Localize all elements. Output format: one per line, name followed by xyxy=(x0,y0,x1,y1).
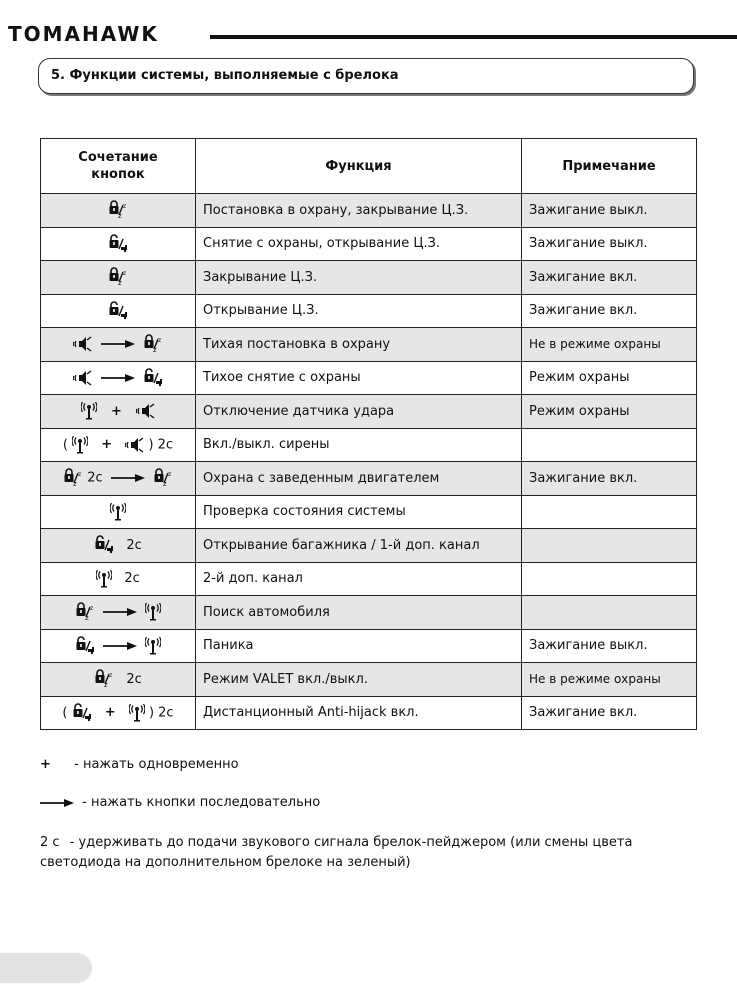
lock-icon xyxy=(94,668,114,690)
table-row xyxy=(41,361,697,395)
legend-hold xyxy=(40,833,700,873)
legend-arrow-text: - нажать кнопки последовательно xyxy=(82,795,321,810)
button-combo xyxy=(41,294,196,328)
table-row xyxy=(41,562,697,596)
legend-plus-text: - нажать одновременно xyxy=(74,757,239,772)
note-cell xyxy=(522,428,697,462)
note-cell: Режим охраны xyxy=(522,395,697,429)
button-combo xyxy=(41,395,196,429)
unlock-icon xyxy=(108,234,128,254)
antenna-icon xyxy=(96,570,112,588)
arrow-right-icon xyxy=(101,339,135,349)
mute-icon xyxy=(73,369,92,387)
antenna-icon xyxy=(81,402,97,420)
lock-icon xyxy=(153,467,173,489)
function-cell: 2-й доп. канал xyxy=(196,562,522,596)
antenna-icon xyxy=(145,603,161,621)
column-header-combo: Сочетание кнопок xyxy=(41,139,196,194)
function-cell: Тихая постановка в охрану xyxy=(196,328,522,362)
table-row xyxy=(41,529,697,563)
function-cell: Режим VALET вкл./выкл. xyxy=(196,663,522,697)
legend-hold-symbol: 2 с xyxy=(40,835,60,850)
table-row xyxy=(41,261,697,295)
note-cell: Зажигание вкл. xyxy=(522,696,697,730)
function-cell: Паника xyxy=(196,629,522,663)
function-cell: Тихое снятие с охраны xyxy=(196,361,522,395)
note-cell: Не в режиме охраны xyxy=(522,663,697,697)
arrow-right-icon xyxy=(103,641,137,651)
unlock-icon xyxy=(108,301,128,321)
unlock-icon xyxy=(143,368,163,388)
legend-plus xyxy=(40,757,239,772)
function-cell: Открывание багажника / 1-й доп. канал xyxy=(196,529,522,563)
button-combo xyxy=(41,562,196,596)
column-header-note: Примечание xyxy=(522,139,697,194)
table-row xyxy=(41,428,697,462)
unlock-icon xyxy=(75,636,95,656)
button-combo xyxy=(41,696,196,730)
note-cell: Зажигание выкл. xyxy=(522,194,697,228)
section-title: 5. Функции системы, выполняемые с брелока xyxy=(51,68,399,83)
legend-hold-text: - удерживать до подачи звукового сигнала брелок-пейджером (или смены цвета светодиода на дополнительном брелоке на зеленый) xyxy=(40,835,633,870)
function-cell: Вкл./выкл. сирены xyxy=(196,428,522,462)
mute-icon xyxy=(73,335,92,353)
button-combo xyxy=(41,629,196,663)
table-row xyxy=(41,294,697,328)
section-title-box xyxy=(38,58,694,94)
plus-sign: + xyxy=(111,403,122,419)
button-combo xyxy=(41,261,196,295)
table-row xyxy=(41,194,697,228)
table-row xyxy=(41,596,697,630)
button-combo xyxy=(41,361,196,395)
button-combo xyxy=(41,227,196,261)
header-rule xyxy=(210,35,737,39)
column-header-function: Функция xyxy=(196,139,522,194)
note-cell: Зажигание вкл. xyxy=(522,294,697,328)
unlock-icon xyxy=(72,703,92,723)
lock-icon xyxy=(108,266,128,288)
table-row xyxy=(41,696,697,730)
paren-open: ( xyxy=(62,437,68,453)
note-cell xyxy=(522,529,697,563)
function-cell: Снятие с охраны, открывание Ц.З. xyxy=(196,227,522,261)
table-row xyxy=(41,495,697,529)
function-cell: Дистанционный Anti-hijack вкл. xyxy=(196,696,522,730)
button-combo xyxy=(41,428,196,462)
note-cell: Режим охраны xyxy=(522,361,697,395)
mute-icon xyxy=(136,402,155,420)
lock-icon xyxy=(143,333,163,355)
legend-plus-symbol: + xyxy=(40,757,51,772)
function-cell: Закрывание Ц.З. xyxy=(196,261,522,295)
hold-2s-label: ) 2с xyxy=(148,437,174,453)
hold-2s-label: ) 2с xyxy=(148,705,174,721)
button-combo xyxy=(41,495,196,529)
function-cell: Охрана с заведенным двигателем xyxy=(196,462,522,496)
table-header xyxy=(41,139,697,194)
plus-sign: + xyxy=(104,705,116,721)
antenna-icon xyxy=(129,704,145,722)
hold-2s-label: 2с xyxy=(87,470,103,486)
button-combo xyxy=(41,663,196,697)
plus-sign: + xyxy=(101,437,113,453)
note-cell xyxy=(522,596,697,630)
table-row xyxy=(41,462,697,496)
hold-2s-label: 2с xyxy=(124,571,140,587)
function-cell: Открывание Ц.З. xyxy=(196,294,522,328)
note-cell: Зажигание вкл. xyxy=(522,261,697,295)
brand-logo: TOMAHAWK xyxy=(8,22,159,46)
functions-table xyxy=(40,138,697,730)
note-cell xyxy=(522,562,697,596)
function-cell: Отключение датчика удара xyxy=(196,395,522,429)
antenna-icon xyxy=(145,637,161,655)
button-combo xyxy=(41,328,196,362)
unlock-icon xyxy=(94,535,114,555)
button-combo xyxy=(41,194,196,228)
function-cell: Постановка в охрану, закрывание Ц.З. xyxy=(196,194,522,228)
arrow-right-icon xyxy=(103,607,137,617)
note-cell: Зажигание выкл. xyxy=(522,629,697,663)
hold-2s-label: 2с xyxy=(126,671,142,687)
button-combo xyxy=(41,596,196,630)
note-cell xyxy=(522,495,697,529)
paren-open: ( xyxy=(62,705,68,721)
lock-icon xyxy=(75,601,95,623)
table-row xyxy=(41,629,697,663)
lock-icon xyxy=(108,199,128,221)
function-cell: Проверка состояния системы xyxy=(196,495,522,529)
table-row xyxy=(41,227,697,261)
table-row xyxy=(41,395,697,429)
arrow-right-icon xyxy=(111,473,145,483)
antenna-icon xyxy=(110,503,126,521)
note-cell: Зажигание вкл. xyxy=(522,462,697,496)
arrow-right-icon xyxy=(40,798,74,808)
table-row xyxy=(41,663,697,697)
note-cell: Зажигание выкл. xyxy=(522,227,697,261)
antenna-icon xyxy=(72,436,88,454)
mute-icon xyxy=(125,436,144,454)
legend-arrow xyxy=(40,795,320,810)
button-combo xyxy=(41,462,196,496)
hold-2s-label: 2с xyxy=(126,537,142,553)
note-cell: Не в режиме охраны xyxy=(522,328,697,362)
button-combo xyxy=(41,529,196,563)
page-number-tab xyxy=(0,953,92,983)
function-cell: Поиск автомобиля xyxy=(196,596,522,630)
arrow-right-icon xyxy=(101,373,135,383)
lock-icon xyxy=(63,467,83,489)
table-row xyxy=(41,328,697,362)
